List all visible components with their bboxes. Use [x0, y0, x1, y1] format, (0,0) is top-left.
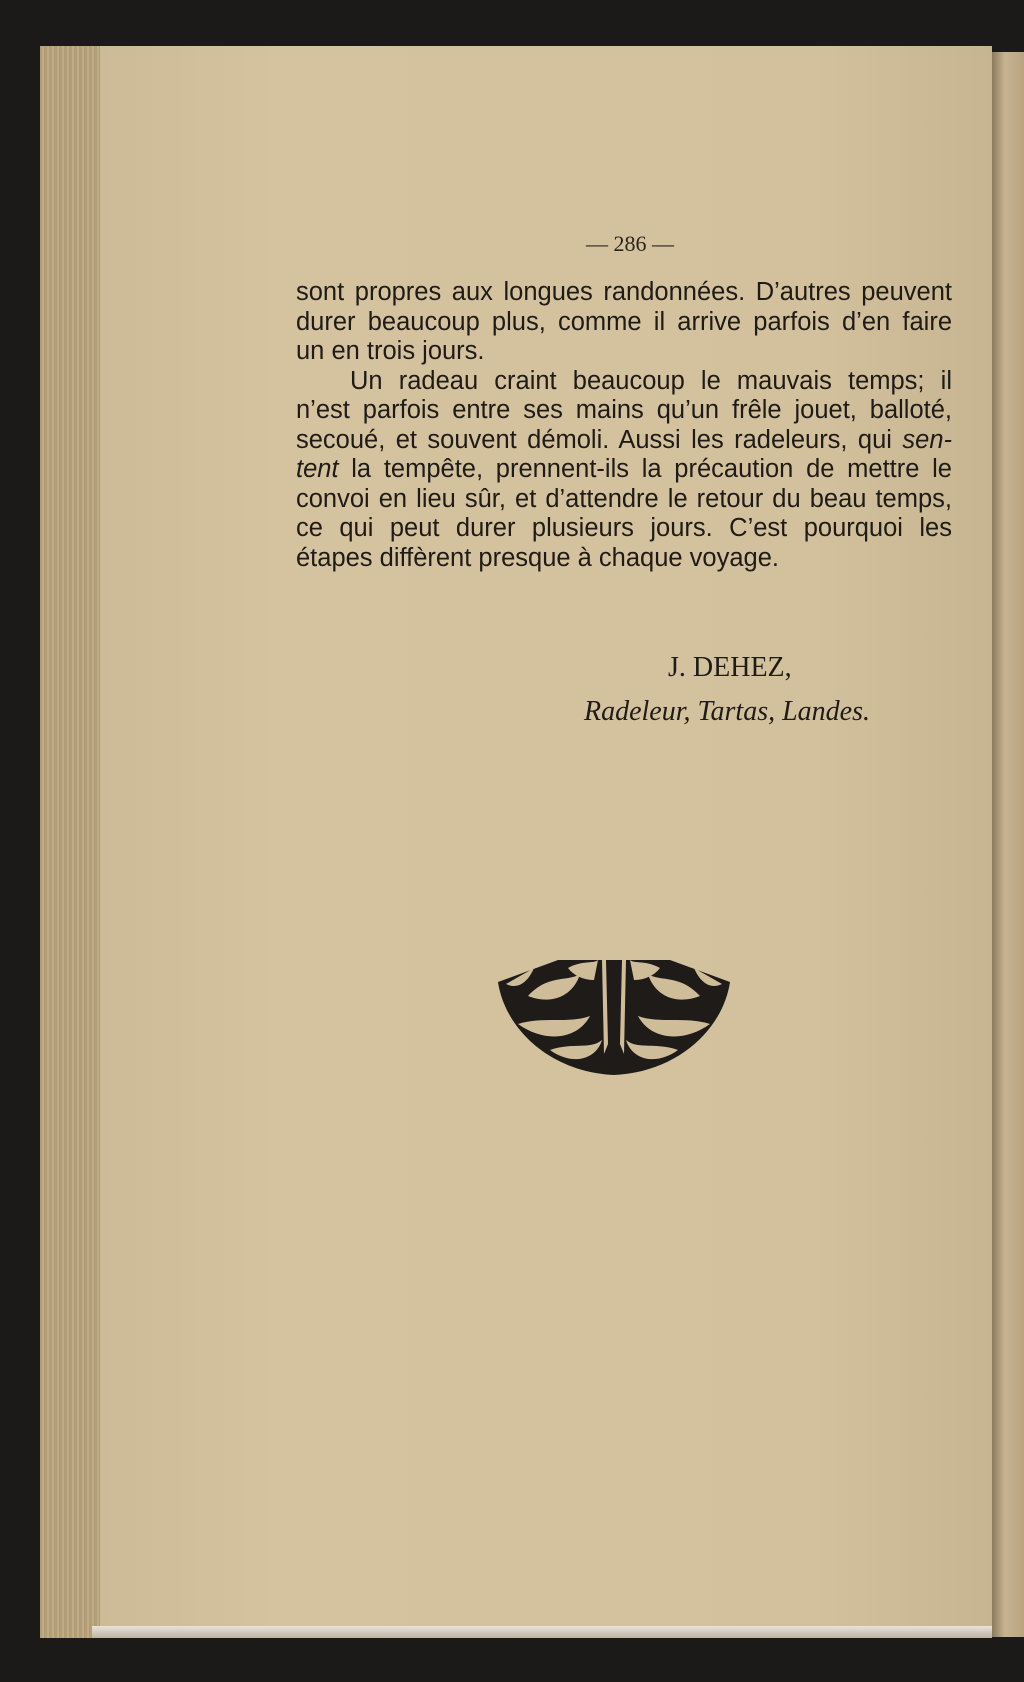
text-line: Un radeau craint beaucoup le mauvais temps; il	[350, 366, 952, 395]
text-line: n’est parfois entre ses mains qu’un frêle jouet, balloté,	[296, 396, 952, 424]
text-line: durer beaucoup plus, comme il arrive parfois d’en faire	[296, 307, 952, 336]
text-segment: la tempête, prennent-ils la précaution de mettre le	[351, 455, 952, 483]
text-line: étapes diffèrent presque à chaque voyage.	[296, 543, 779, 572]
text-line: convoi en lieu sûr, et d’attendre le retour du beau temps,	[296, 484, 952, 513]
signature-name: J. DEHEZ,	[668, 652, 792, 683]
paragraph-1	[296, 278, 952, 367]
facing-page-edge	[992, 52, 1024, 1637]
text-line: un en trois jours.	[296, 337, 485, 365]
tree-fleuron-icon	[498, 954, 730, 1078]
text-line: ce qui peut durer plusieurs jours. C’est pourquoi les	[296, 514, 952, 542]
page-bottom-edge	[92, 1626, 992, 1638]
italic-word: sen-	[902, 425, 952, 454]
italic-word: tent	[296, 455, 339, 483]
signature-role: Radeleur, Tartas, Landes.	[584, 696, 871, 727]
text-segment: secoué, et souvent démoli. Aussi les radeleurs, qui	[296, 425, 892, 454]
text-line: sont propres aux longues randonnées. D’autres peuvent	[296, 278, 952, 306]
page-number: — 286 —	[586, 231, 674, 256]
text-line	[296, 455, 952, 485]
text-line	[296, 426, 952, 456]
body-text	[296, 278, 952, 573]
paragraph-2	[296, 367, 952, 574]
